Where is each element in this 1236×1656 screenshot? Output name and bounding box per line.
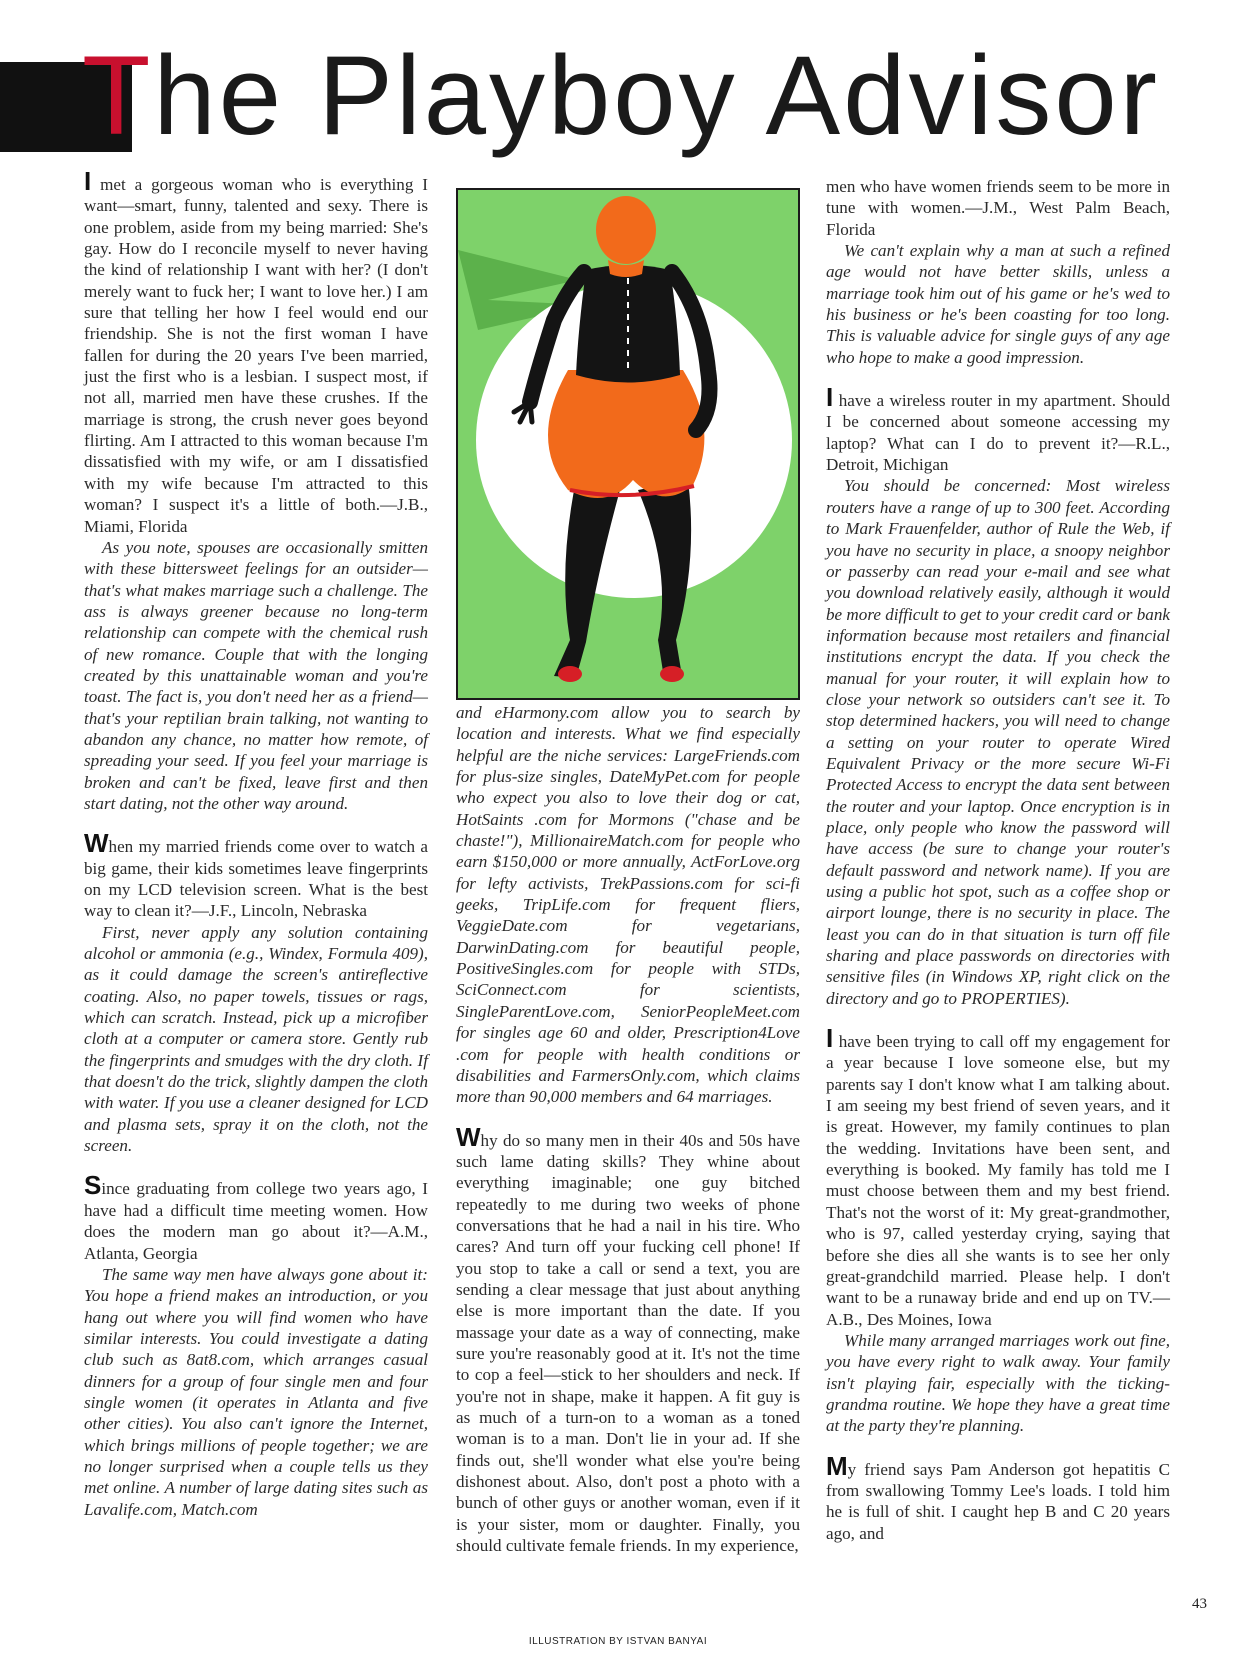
drop-cap: I [826, 1023, 834, 1054]
illustration-credit: ILLUSTRATION BY ISTVAN BANYAI [528, 1636, 708, 1647]
letter-question-7: My friend says Pam Anderson got hepatitis C from swallowing Tommy Lee's loads. I told him he is full of shit. I caught hep B and C 20 years ago, and [826, 1450, 1170, 1543]
column-1 [84, 166, 428, 1520]
advisor-answer-3: The same way men have always gone about it: You hope a friend makes an introduction, or you hang out where you will find women who have similar interests. You could investigate a dating club such as 8at8.com, which arranges casual dinners for a group of four single men and four single women (it operates in Atlanta and five other cities). You also can't ignore the Internet, which brings millions of people together; we are no longer surprised when a couple tells us they met online. A number of large dating sites such as Lavalife.com, Match.com [84, 1264, 428, 1519]
letter-question-6: I have been trying to call off my engagement for a year because I love someone else, but my parents say I don't know what I am talking about. I am seeing my best friend of seven years, and it is great. However, my family continues to plan the wedding. Invitations have been sent, and everything is booked. My family has told me I must choose between them and my best friend. That's not the worst of it: My great-grandmother, who is 97, called yesterday crying, saying that before she dies all she wants is to see her only great-grandchild married. Please help. I don't want to be a runaway bride and end up on TV.—A.B., Des Moines, Iowa [826, 1023, 1170, 1329]
advisor-answer-5: You should be concerned: Most wireless routers have a range of up to 300 feet. According to Mark Frauenfelder, author of Rule the Web, if you have no security in place, a snoopy neighbor or passerby can read your e-mail and see what you download relatively easily, although it would be more difficult to get to your credit card or bank information because most retailers and financial institutions encrypt the data. If you check the manual for your router, it will explain how to close your network so outsiders can't see it. To stop determined hackers, you will need to change a setting on your router to operate Wired Equivalent Privacy or the more secure Wi-Fi Protected Access to encrypt the data sent between the router and your laptop. Once encryption is in place, only people who know the password will have access (be sure to change your router's default password and network name). If you are using a public hot spot, such as a coffee shop or airport lounge, there is no security in place. The least you can do in that situation is turn off file sharing and place passwords on directories with sensitive files (in Windows XP, right click on the directory and go to PROPERTIES). [826, 476, 1170, 1008]
drop-cap: W [84, 828, 109, 859]
page-title [82, 33, 1160, 158]
drop-cap: W [456, 1121, 481, 1152]
column-2 [456, 702, 800, 1556]
drop-cap: I [826, 382, 834, 413]
column-3 [826, 176, 1170, 1544]
advisor-answer-1: As you note, spouses are occasionally smitten with these bittersweet feelings for an outsider—that's what makes marriage such a challenge. The ass is always greener because no long-term relationship can compete with the chemical rush of new romance. Couple that with the longing created by this unattainable woman and you're toast. The fact is, you don't need her as a friend—that's your reptilian brain talking, not wanting to abandon any chance, no matter how remote, of spreading your seed. If you feel your marriage is broken and can't be fixed, leave first and then start dating, not the other way around. [84, 537, 428, 813]
drop-cap: I [84, 166, 92, 196]
advisor-answer-3-continued: and eHarmony.com allow you to search by location and interests. What we find especially helpful are the niche services: LargeFriends.com for plus-size singles, DateMyPet.com for people who expect you also to love their dog or cat, HotSaints .com for Mormons ("chase and be chaste!"), MillionaireMatch.com for people who earn $150,000 or more annually, ActForLove.org for lefty activists, TrekPassions.com for sci-fi geeks, TripLife.com for frequent fliers, VeggieDate.com for vegetarians, DarwinDating.com for beautiful people, PositiveSingles.com for people with STDs, SciConnect.com for scientists, SingleParentLove.com, SeniorPeopleMeet.com for singles age 60 and older, Prescription4Love .com for people with health conditions or disabilities and FarmersOnly.com, which claims more than 90,000 members and 64 marriages. [456, 703, 800, 1107]
woman-in-corset-illustration [456, 188, 800, 700]
letter-question-5: I have a wireless router in my apartment. Should I be concerned about someone accessing my laptop? What can I do to prevent it?—R.L., Detroit, Michigan [826, 382, 1170, 475]
drop-cap: M [826, 1450, 848, 1481]
title-first-letter: T [82, 33, 154, 158]
advisor-answer-6: While many arranged marriages work out fine, you have every right to walk away. Your family isn't playing fair, especially with the ticking-grandma routine. We hope they have a great time at the party they're planning. [826, 1330, 1170, 1436]
letter-question-4: Why do so many men in their 40s and 50s have such lame dating skills? They whine about everything imaginable; one guy bitched repeatedly to me during two weeks of phone conversations that he had a nail in his tire. Who cares? And turn off your fucking cell phone! If you stop to take a call or send a text, you are sending a clear message that just about anything else is more important than the date. If you massage your date as a way of connecting, make sure you're reasonably good at it. It's not the time to cop a feel—stick to her shoulders and neck. If you're not in shape, make it happen. A fit guy is as much of a turn-on to a woman as a toned woman is to a man. Don't lie in your ad. If she finds out, she'll wonder what else you're being dishonest about. Also, don't post a photo with a bunch of other guys or another woman, even if it is your sister, mom or daughter. Finally, you should cultivate female friends. In my experience, [456, 1121, 800, 1556]
page-number: 43 [1192, 1596, 1207, 1612]
letter-question-2: When my married friends come over to watch a big game, their kids sometimes leave fingerprints on my LCD television screen. What is the best way to clean it?—J.F., Lincoln, Nebraska [84, 828, 428, 921]
advisor-answer-2: First, never apply any solution containing alcohol or ammonia (e.g., Windex, Formula 409), as it could damage the screen's antireflective coating. Also, no paper towels, tissues or rags, which can scratch. Instead, pick up a microfiber cloth at a computer or camera store. Gently rub the fingerprints and smudges with the dry cloth. If that doesn't do the trick, slightly dampen the cloth with water. If you use a cleaner designed for LCD and plasma sets, spray it on the cloth, not the screen. [84, 922, 428, 1156]
letter-question-3: Since graduating from college two years ago, I have had a difficult time meeting women. How does the modern man go about it?—A.M., Atlanta, Georgia [84, 1170, 428, 1263]
letter-question-4-continued: men who have women friends seem to be more in tune with women.—J.M., West Palm Beach, Florida [826, 177, 1170, 239]
title-rest: he Playboy Advisor [153, 33, 1160, 158]
drop-cap: S [84, 1170, 102, 1201]
advisor-answer-4: We can't explain why a man at such a refined age would not have better skills, unless a marriage took him out of his game or he's wed to his business or he's been coasting for too long. This is valuable advice for single guys of any age who hope to make a good impression. [826, 241, 1170, 367]
letter-question-1: I met a gorgeous woman who is everything I want—smart, funny, talented and sexy. There is one problem, aside from my being married: She's gay. How do I reconcile myself to never having the kind of relationship I want with her? (I don't merely want to fuck her; I want to love her.) I am sure that telling her how I feel would end our friendship. She is not the first woman I have fallen for during the 20 years I've been married, just the first who is a lesbian. I suspect most, if not all, married men have these crushes. If the marriage is strong, the crush never goes beyond flirting. Am I attracted to this woman because I'm dissatisfied with my wife, or am I dissatisfied with my wife because I'm attracted to this woman? I suspect it's a little of both.—J.B., Miami, Florida [84, 166, 428, 536]
